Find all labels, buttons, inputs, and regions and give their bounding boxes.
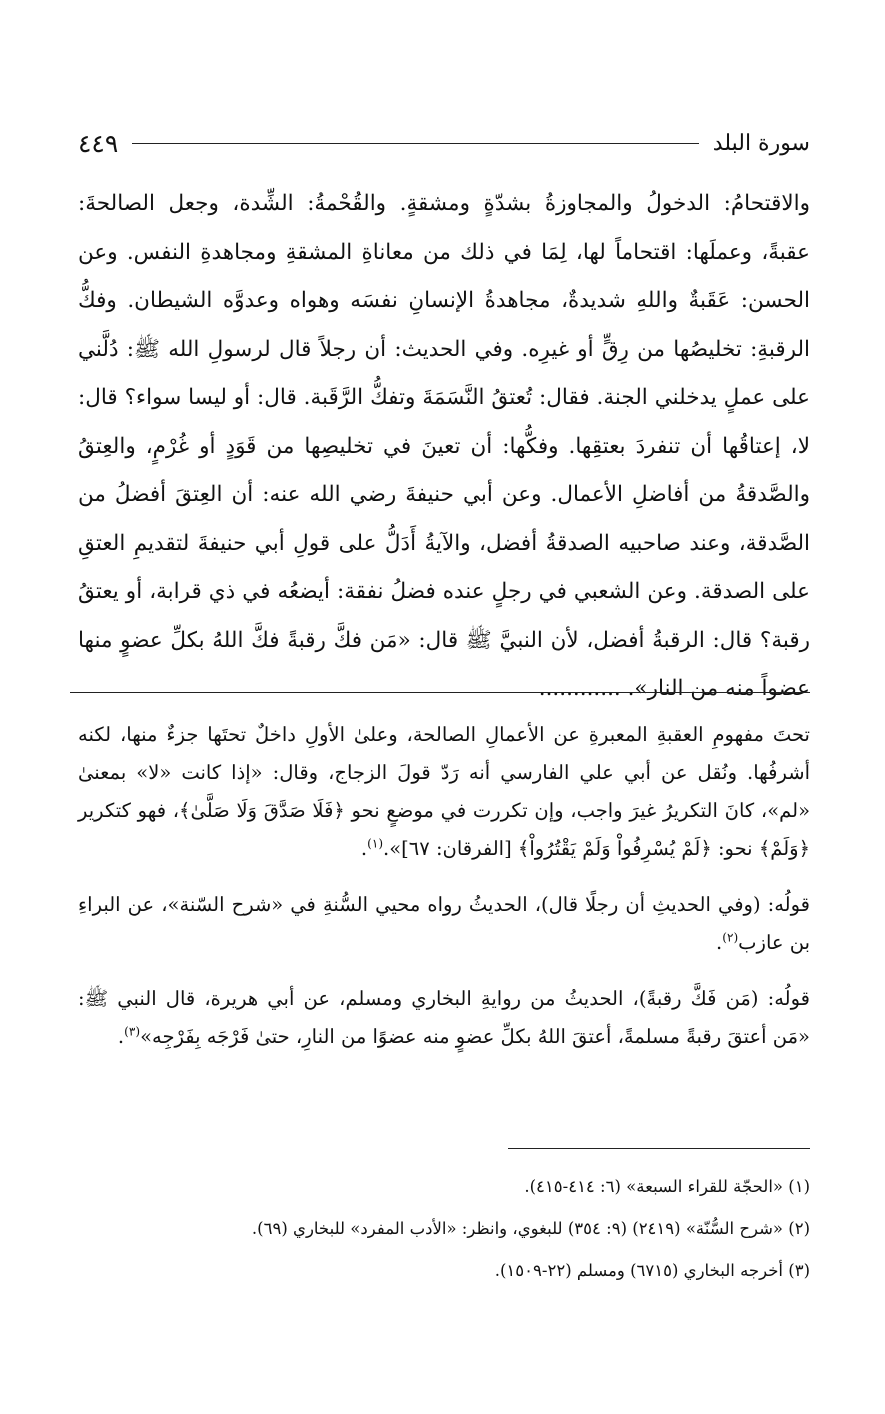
main-paragraph: والاقتحامُ: الدخولُ والمجاوزةُ بشدّةٍ ومشقةٍ. والقُحْمةُ: الشِّدة، وجعل الصالحةَ: عقبةً، وعملَها: اقتحاماً لها، لِمَا في ذلك من معاناةِ المشقةِ ومجاهدةِ النفس. وعن الحسن: عَقَبةٌ واللهِ شديدةٌ، مجاهدةُ الإنسانِ نفسَه وهواه وعدوَّه الشيطان. وفكُّ الرقبةِ: تخليصُها من رِقٍّ أو غيرِه. وفي الحديث: أن رجلاً قال لرسولِ الله ﷺ: دُلَّني على عملٍ يدخلني الجنة. فقال: تُعتقُ النَّسَمَةَ وتفكُّ الرَّقَبة. قال: أو ليسا سواء؟ قال: لا، إعتاقُها أن تنفردَ بعتقِها. وفكُّها: أن تعينَ في تخليصِها من قَوَدٍ أو غُرْمٍ، والعِتقُ والصَّدقةُ من أفاضلِ الأعمال. وعن أبي حنيفةَ رضي الله عنه: أن العِتقَ أفضلُ من الصَّدقة، وعند صاحبيه الصدقةُ أفضل، والآيةُ أَدَلُّ على قولِ أبي حنيفةَ لتقديمِ العتقِ على الصدقة. وعن الشعبي في رجلٍ عنده فضلُ نفقة: أيضعُه في ذي قرابة، أو يعتقُ رقبة؟ قال: الرقبةُ أفضل، لأن النبيَّ ﷺ قال: «مَن فكَّ رقبةً فكَّ اللهُ بكلِّ عضوٍ منها عضواً منه من النار». ............ bbox=[78, 191, 810, 701]
commentary-paragraph-3: قولُه: (مَن فَكَّ رقبةً)، الحديثُ من روايةِ البخاري ومسلم، عن أبي هريرة، قال النبي ﷺ: «مَن أعتقَ رقبةً مسلمةً، أعتقَ اللهُ بكلِّ عضوٍ منه عضوًا من النارِ، حتىٰ فَرْجَه بِفَرْجِه»$^{(٣)}$. bbox=[78, 987, 810, 1048]
footnote-3: (٣) أخرجه البخاري (٦٧١٥) ومسلم (٢٢-١٥٠٩). bbox=[494, 1261, 810, 1280]
page-header bbox=[78, 123, 810, 163]
footnotes bbox=[78, 1166, 810, 1292]
surah-name: سورة البلد bbox=[712, 130, 810, 156]
footnote-ref-1: (١) bbox=[367, 836, 384, 851]
commentary-text-2: قولُه: (وفي الحديثِ أن رجلًا قال)، الحديثُ رواه محيي السُّنةِ في «شرح السّنة»، عن البراءِ بن عازب bbox=[78, 893, 810, 954]
footnote-rule bbox=[508, 1148, 810, 1149]
footnote-ref-2: (٢) bbox=[722, 930, 739, 945]
main-text bbox=[78, 180, 810, 714]
commentary-paragraph-2: قولُه: (وفي الحديثِ أن رجلًا قال)، الحديثُ رواه محيي السُّنةِ في «شرح السّنة»، عن البراءِ بن عازب$^{(٢)}$. bbox=[78, 893, 810, 954]
footnote-1: (١) «الحجّة للقراء السبعة» (٦: ٤١٤-٤١٥). bbox=[524, 1177, 810, 1196]
footnote-ref-3: (٣) bbox=[124, 1024, 141, 1039]
commentary-text-1: تحتَ مفهومِ العقبةِ المعبرةِ عن الأعمالِ الصالحة، وعلىٰ الأولِ داخلٌ تحتَها جزءٌ منها، لكنه أشرفُها. ونُقل عن أبي علي الفارسي أنه رَدّ قولَ الزجاج، وقال: «إذا كانت «لا» بمعنىٰ «لم»، كانَ التكريرُ غيرَ واجب، وإن تكررت في موضعٍ نحو ﴿فَلَا صَدَّقَ وَلَا صَلَّىٰ﴾، فهو كتكرير ﴿وَلَمْ﴾ نحو: ﴿لَمْ يُسْرِفُواْ وَلَمْ يَقْتُرُواْ﴾ [الفرقان: ٦٧]». bbox=[78, 723, 810, 860]
section-divider bbox=[70, 692, 810, 693]
commentary bbox=[78, 716, 810, 1056]
footnote-2: (٢) «شرح السُّنّة» (٢٤١٩) (٩: ٣٥٤) للبغوي، وانظر: «الأدب المفرد» للبخاري (٦٩). bbox=[251, 1219, 810, 1238]
page-number: ٤٤٩ bbox=[78, 128, 119, 158]
commentary-paragraph-1: تحتَ مفهومِ العقبةِ المعبرةِ عن الأعمالِ الصالحة، وعلىٰ الأولِ داخلٌ تحتَها جزءٌ منها، لكنه أشرفُها. ونُقل عن أبي علي الفارسي أنه رَدّ قولَ الزجاج، وقال: «إذا كانت «لا» بمعنىٰ «لم»، كانَ التكريرُ غيرَ واجب، وإن تكررت في موضعٍ نحو ﴿فَلَا صَدَّقَ وَلَا صَلَّىٰ﴾، فهو كتكرير ﴿وَلَمْ﴾ نحو: ﴿لَمْ يُسْرِفُواْ وَلَمْ يَقْتُرُواْ﴾ [الفرقان: ٦٧]».$^{(١)}$. bbox=[78, 723, 810, 860]
commentary-text-3: قولُه: (مَن فَكَّ رقبةً)، الحديثُ من روايةِ البخاري ومسلم، عن أبي هريرة، قال النبي ﷺ: «مَن أعتقَ رقبةً مسلمةً، أعتقَ اللهُ بكلِّ عضوٍ منه عضوًا من النارِ، حتىٰ فَرْجَه بِفَرْجِه» bbox=[78, 987, 810, 1048]
header-rule bbox=[132, 143, 698, 144]
